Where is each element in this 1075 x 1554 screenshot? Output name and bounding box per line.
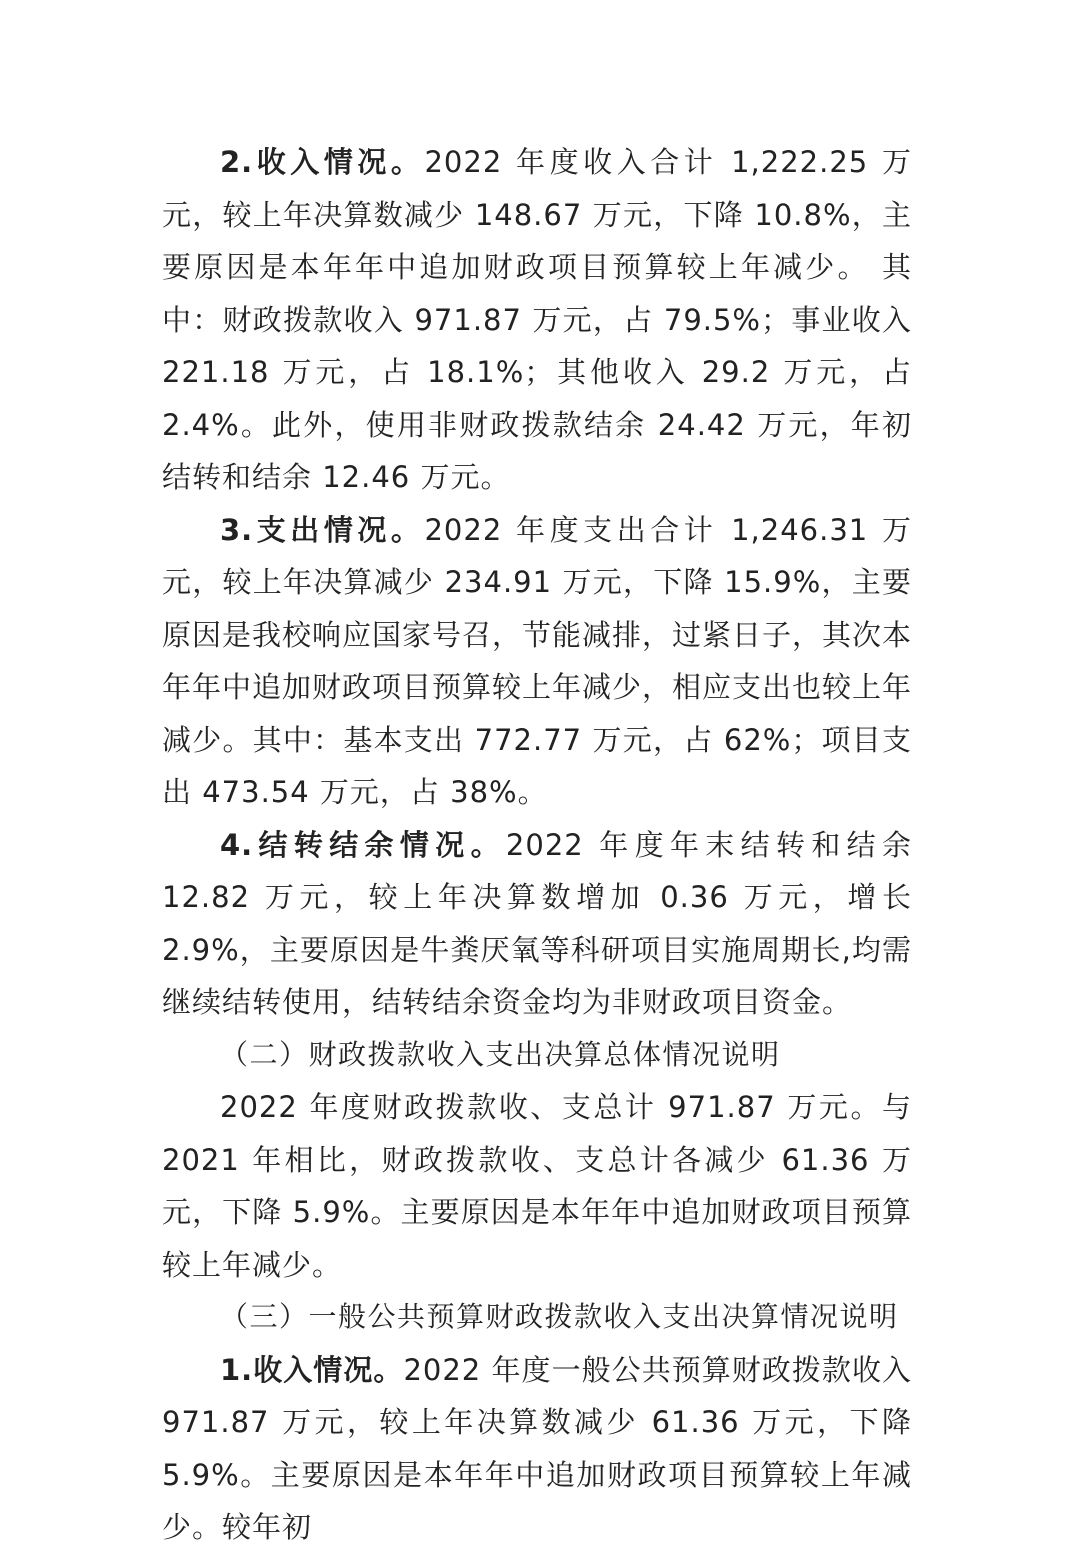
carryover-lead: 4.结转结余情况。 bbox=[220, 827, 506, 862]
income-lead: 2.收入情况。 bbox=[220, 145, 425, 179]
section3-heading: （三）一般公共预算财政拨款收入支出决算情况说明 bbox=[220, 1300, 899, 1333]
expenditure-text: 2022 年度支出合计 1,246.31 万元，较上年决算减少 234.91 万元，下降 15.9%，主要原因是我校响应国家号召，节能减排，过紧日子，其次本年年中追加财政项目预算较上年减少，相应支出也较上年减少。其中：基本支出 772.77 万元，占 62%；项目支出 473.54 万元，占 38%。 bbox=[162, 512, 913, 809]
carryover-paragraph bbox=[162, 819, 912, 1029]
carryover-text: 2022 年度年末结转和结余 12.82 万元，较上年决算数增加 0.36 万元，增长 2.9%，主要原因是牛粪厌氧等科研项目实施周期长,均需继续结转使用，结转结余资金均为非财政项目资金。 bbox=[162, 827, 912, 1019]
section3-income-paragraph bbox=[162, 1344, 912, 1554]
section3-income-lead: 1.收入情况。 bbox=[220, 1352, 404, 1387]
document-body bbox=[162, 136, 912, 1554]
expenditure-lead: 3.支出情况。 bbox=[220, 512, 425, 547]
income-paragraph bbox=[162, 136, 912, 504]
expenditure-paragraph bbox=[162, 504, 912, 819]
income-text: 2022 年度收入合计 1,222.25 万元，较上年决算数减少 148.67 万元，下降 10.8%，主要原因是本年年中追加财政项目预算较上年减少。 其中：财政拨款收入 971.87 万元，占 79.5%；事业收入 221.18 万元，占 18.1%；其他收入 29.2 万元，占 2.4%。此外，使用非财政拨款结余 24.42 万元，年初结转和结余 12.46 万元。 bbox=[162, 145, 912, 494]
section2-paragraph: 2022 年度财政拨款收、支总计 971.87 万元。与 2021 年相比，财政拨款收、支总计各减少 61.36 万元，下降 5.9%。主要原因是本年年中追加财政项目预算较上年减少。 bbox=[162, 1090, 912, 1282]
section3-income-text: 2022 年度一般公共预算财政拨款收入 971.87 万元，较上年决算数减少 61.36 万元，下降 5.9%。主要原因是本年年中追加财政项目预算较上年减少。较年初 bbox=[162, 1352, 912, 1544]
section2-heading: （二）财政拨款收入支出决算总体情况说明 bbox=[220, 1037, 781, 1071]
